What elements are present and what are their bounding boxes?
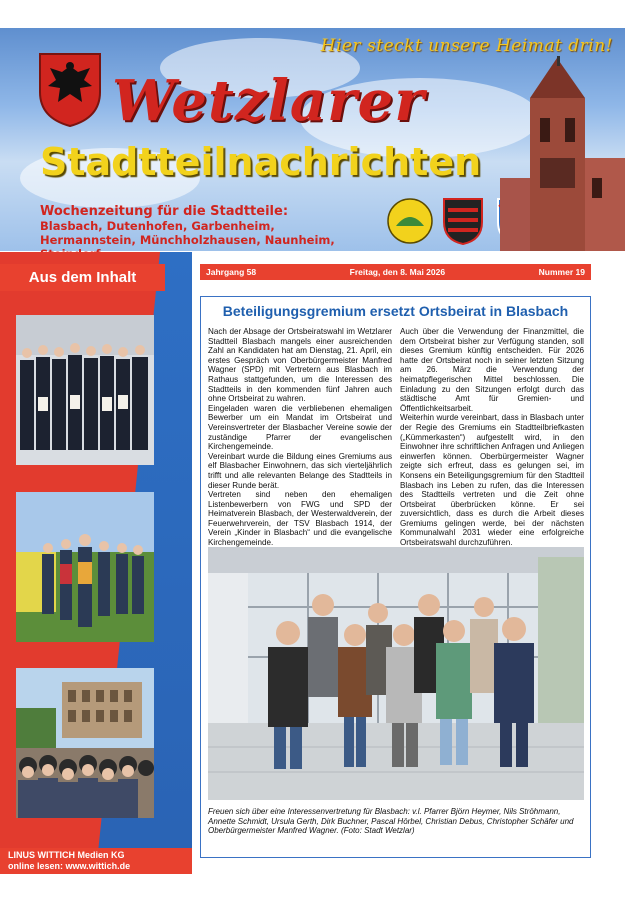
publisher-footer: [0, 848, 192, 874]
wetzlar-coat-of-arms-icon: [38, 52, 102, 128]
article-column-left: [208, 327, 392, 548]
cathedral-tower-icon: [500, 58, 625, 251]
contents-thumbnail-hikers[interactable]: [16, 492, 154, 642]
issue-number: Nummer 19: [538, 267, 585, 277]
online-link[interactable]: online lesen: www.wittich.de: [8, 861, 131, 871]
contents-thumbnail-firefighters[interactable]: [16, 315, 154, 465]
article-paragraph: Nach der Absage der Ortsbeiratswahl im Wetzlarer Stadtteil Blasbach mangels einer ausreichenden Zahl an Kandidaten hat am Dienstag, 21. April, ein erstes Gespräch von Oberbürgermeister Manfred Wagner (SPD) mit Vertretern aus Blasbach im Rathaus stattgefunden, um die Interessen des Stadtteils in den kommenden fünf Jahren auch ohne Ortsbeirat zu wahren.: [208, 327, 392, 404]
issue-info-bar: [200, 264, 591, 280]
photo-caption: Freuen sich über eine Interessenvertretung für Blasbach: v.l. Pfarrer Björn Heymer, Nils Ströhmann, Annette Schmidt, Ursula Gerth, Dirk Buchner, Pascal Hörbel, Christian Debus, Christopher Schäfer und Oberbürgermeister Manfred Wagner. (Foto: Stadt Wetzlar): [208, 807, 574, 836]
hikers-group-photo: [16, 492, 154, 642]
masthead-title: Wetzlarer: [112, 68, 425, 134]
contents-heading: Aus dem Inhalt: [0, 264, 165, 291]
article-paragraph: Eingeladen waren die verbliebenen ehemaligen Bewerber um ein Mandat im Ortsbeirat und Vereinsvertreter der Blasbacher Vereine sowie der zuständige Pfarrer der evangelischen Kirchengemeinde.: [208, 403, 392, 452]
article-paragraph: Auch über die Verwendung der Finanzmittel, die dem Ortsbeirat bisher zur Verfügung standen, soll dieses Gremium künftig entscheiden. Für 2026 hatte der Ortsbeirat noch in seiner letzten Sitzung am 26. März die Verwendung der heimatpflegerischen Mittel beschlossen. Die Einladung zu den Sitzungen erfolgt durch das städtische Amt für Gremien- und Öffentlichkeitsarbeit.: [400, 327, 584, 413]
lead-article: [200, 296, 591, 858]
blasbach-emblem-icon: [388, 199, 432, 243]
article-paragraph: Weiterhin wurde vereinbart, dass in Blasbach unter der Regie des Gremiums ein Stadtteilbriefkasten („Kümmerkasten“) aufgestellt wird, in den Einwohner ihre schriftlichen Anfragen und Anliegen einwerfen können. Oberbürgermeister Wagner zeigte sich erfreut, dass es gelungen sei, im Konsens ein Beteiligungsgremium für den Stadtteil Blasbach ins Leben zu rufen, das die Interessen des Stadtteils vertreten und die Zeit ohne Ortsbeirat überbrücken könne. Er sei zuversichtlich, dass es durch die Arbeit dieses Gremiums gelingen werde, bei der nächsten Kommunalwahl 2031 wieder eine erfolgreiche Ortsbeiratswahl durchzuführen.: [400, 413, 584, 548]
group-in-front-of-town-hall-photo: [208, 547, 584, 800]
dutenhofen-emblem-icon: [444, 199, 482, 244]
article-paragraph: Vertreten sind neben den ehemaligen Listenbewerbern von FWG und SPD der Heimatverein Blasbach, der Westerwaldverein, der Feuerwehrverein, der TSV Blasbach 1914, der Verein „Kinder in Blasbach“ und die evangelische Kirchengemeinde.: [208, 490, 392, 548]
masthead-subtitle: Stadtteilnachrichten: [40, 140, 482, 184]
article-headline: Beteiligungsgremium ersetzt Ortsbeirat in Blasbach: [222, 303, 569, 319]
firefighters-group-photo: [16, 315, 154, 465]
weekly-label: Wochenzeitung für die Stadtteile:: [40, 204, 289, 219]
colosseum-group-photo: [16, 668, 154, 818]
masthead: [0, 28, 625, 251]
issue-date: Freitag, den 8. Mai 2026: [349, 267, 446, 277]
article-column-right: [400, 327, 584, 548]
article-photo: [208, 547, 584, 800]
districts-list: Blasbach, Dutenhofen, Garbenheim, Hermannstein, Münchholzhausen, Naunheim,: [40, 219, 335, 247]
issue-volume: Jahrgang 58: [206, 267, 257, 277]
article-paragraph: Vereinbart wurde die Bildung eines Gremiums aus elf Blasbacher Einwohnern, das sich vierteljährlich trifft und alle relevanten Belange des Stadtteils in dieser Runde berät.: [208, 451, 392, 490]
masthead-tagline: Hier steckt unsere Heimat drin!: [320, 36, 613, 56]
publisher-name: LINUS WITTICH Medien KG: [8, 850, 125, 860]
contents-thumbnail-rome-trip[interactable]: [16, 668, 154, 818]
